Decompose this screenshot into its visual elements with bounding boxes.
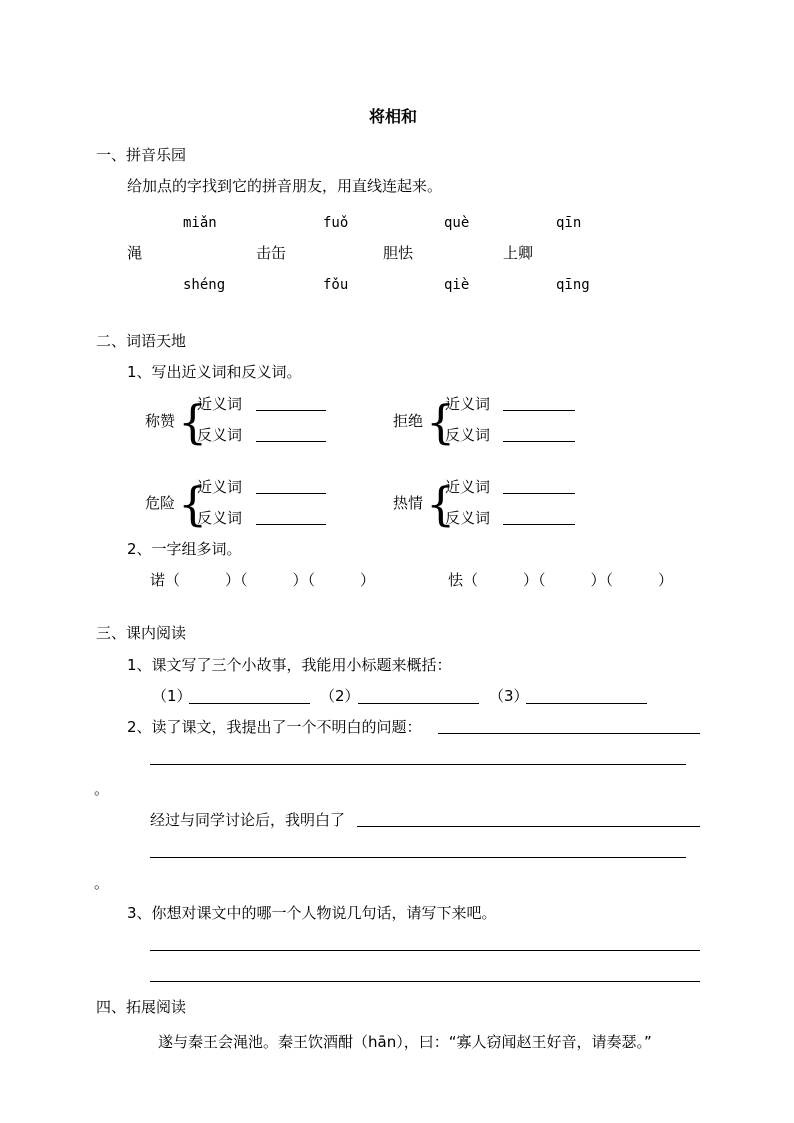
ant-label: 反义词 <box>445 426 491 444</box>
syn-label: 近义词 <box>445 395 491 413</box>
answer-line[interactable] <box>358 703 479 704</box>
section-2-q2: 2、一字组多词。 <box>127 540 242 558</box>
section-3-q2: 2、读了课文，我提出了一个不明白的问题： <box>127 718 422 736</box>
period-mark: 。 <box>94 780 110 798</box>
word-chengzan: 称赞 <box>145 412 176 430</box>
word-4: 上卿 <box>503 244 534 262</box>
syn-label: 近义词 <box>197 478 243 496</box>
pinyin-bottom-1: shéng <box>183 277 226 293</box>
answer-line[interactable] <box>503 410 575 411</box>
page-title: 将相和 <box>369 107 418 126</box>
subtitle-label-2: （2） <box>320 687 360 705</box>
answer-line[interactable] <box>503 524 575 525</box>
answer-line[interactable] <box>357 826 700 827</box>
after-discussion-text: 经过与同学讨论后，我明白了 <box>150 811 346 829</box>
word-reqing: 热情 <box>393 494 424 512</box>
section-3-q1: 1、课文写了三个小故事，我能用小标题来概括： <box>127 656 452 674</box>
answer-line[interactable] <box>256 441 326 442</box>
brace-icon: { <box>426 395 456 449</box>
brace-icon: { <box>426 477 456 531</box>
answer-line[interactable] <box>503 493 575 494</box>
pinyin-top-1: miǎn <box>183 215 217 231</box>
word-weixian: 危险 <box>145 494 176 512</box>
section-2-heading: 二、词语天地 <box>96 332 187 350</box>
section-3-heading: 三、课内阅读 <box>96 624 187 642</box>
syn-label: 近义词 <box>445 478 491 496</box>
pinyin-top-3: què <box>444 215 470 231</box>
answer-line[interactable] <box>256 524 326 525</box>
subtitle-label-3: （3） <box>489 687 529 705</box>
answer-line[interactable] <box>150 981 700 982</box>
period-mark: 。 <box>94 874 110 892</box>
word-3: 胆怯 <box>383 244 414 262</box>
ant-label: 反义词 <box>445 509 491 527</box>
multi-word-qie: 怯（ ）（ ）（ ） <box>448 571 674 589</box>
pinyin-bottom-2: fǒu <box>323 277 349 293</box>
brace-icon: { <box>178 395 208 449</box>
section-2-q1: 1、写出近义词和反义词。 <box>127 363 302 381</box>
word-2: 击缶 <box>256 244 287 262</box>
answer-line[interactable] <box>150 950 700 951</box>
word-jujue: 拒绝 <box>393 412 424 430</box>
ant-label: 反义词 <box>197 509 243 527</box>
ant-label: 反义词 <box>197 426 243 444</box>
answer-line[interactable] <box>438 733 700 734</box>
answer-line[interactable] <box>526 703 647 704</box>
multi-word-nuo: 诺（ ）（ ）（ ） <box>150 571 376 589</box>
pinyin-top-4: qīn <box>556 215 582 231</box>
section-3-q3: 3、你想对课文中的哪一个人物说几句话，请写下来吧。 <box>127 904 497 922</box>
word-1: 渑 <box>127 244 143 262</box>
pinyin-top-2: fuǒ <box>323 215 349 231</box>
answer-line[interactable] <box>189 703 310 704</box>
answer-line[interactable] <box>256 410 326 411</box>
pinyin-bottom-3: qiè <box>444 277 470 293</box>
answer-line[interactable] <box>150 764 686 765</box>
answer-line[interactable] <box>256 493 326 494</box>
brace-icon: { <box>178 477 208 531</box>
answer-line[interactable] <box>503 441 575 442</box>
subtitle-label-1: （1） <box>152 687 192 705</box>
section-4-heading: 四、拓展阅读 <box>96 998 187 1016</box>
syn-label: 近义词 <box>197 395 243 413</box>
reading-passage: 遂与秦王会渑池。秦王饮酒酣（hān），曰：“寡人窃闻赵王好音，请奏瑟。” <box>158 1033 652 1051</box>
section-1-instruction: 给加点的字找到它的拼音朋友，用直线连起来。 <box>127 177 443 195</box>
section-1-heading: 一、拼音乐园 <box>96 146 187 164</box>
answer-line[interactable] <box>150 857 686 858</box>
pinyin-bottom-4: qīng <box>556 277 590 293</box>
